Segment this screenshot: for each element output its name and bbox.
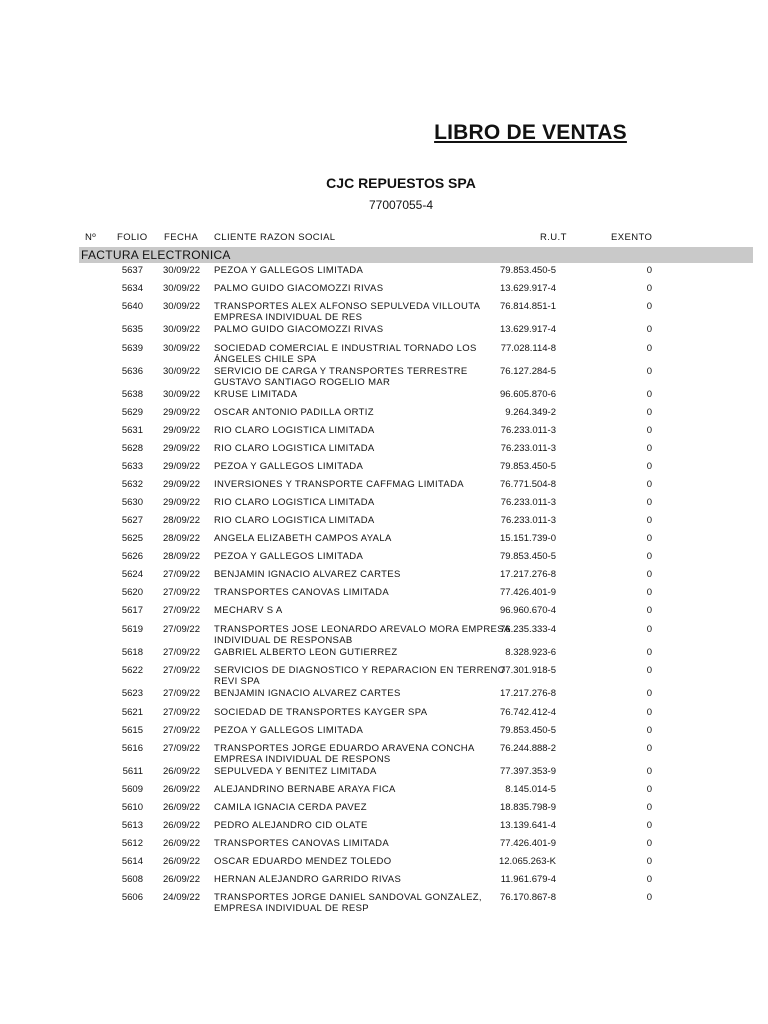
cell-exento: 0 bbox=[646, 265, 652, 276]
cell-cliente: SEPULVEDA Y BENITEZ LIMITADA bbox=[214, 766, 377, 777]
cell-exento: 0 bbox=[646, 587, 652, 598]
cell-rut: 17.217.276-8 bbox=[500, 569, 556, 580]
cell-rut: 8.328.923-6 bbox=[505, 647, 556, 658]
cell-exento: 0 bbox=[646, 688, 652, 699]
cell-folio: 5612 bbox=[121, 838, 143, 849]
cell-folio: 5615 bbox=[121, 725, 143, 736]
cell-rut: 76.233.011-3 bbox=[500, 515, 556, 526]
cell-exento: 0 bbox=[646, 324, 652, 335]
cell-rut: 11.961.679-4 bbox=[500, 874, 556, 885]
cell-rut: 76.233.011-3 bbox=[500, 425, 556, 436]
cell-fecha: 30/09/22 bbox=[163, 389, 200, 400]
cell-cliente: OSCAR ANTONIO PADILLA ORTIZ bbox=[214, 407, 374, 418]
cell-fecha: 29/09/22 bbox=[163, 497, 200, 508]
cell-folio: 5622 bbox=[121, 665, 143, 676]
cell-fecha: 26/09/22 bbox=[163, 820, 200, 831]
cell-folio: 5632 bbox=[121, 479, 143, 490]
col-header-exento: EXENTO bbox=[611, 232, 653, 243]
cell-fecha: 30/09/22 bbox=[163, 366, 200, 377]
cell-exento: 0 bbox=[646, 665, 652, 676]
cell-cliente: BENJAMIN IGNACIO ALVAREZ CARTES bbox=[214, 569, 401, 580]
cell-fecha: 30/09/22 bbox=[163, 265, 200, 276]
cell-fecha: 24/09/22 bbox=[163, 892, 200, 903]
cell-rut: 77.426.401-9 bbox=[500, 587, 556, 598]
cell-exento: 0 bbox=[646, 569, 652, 580]
cell-folio: 5613 bbox=[121, 820, 143, 831]
company-name: CJC REPUESTOS SPA bbox=[326, 175, 476, 191]
cell-cliente: SERVICIO DE CARGA Y TRANSPORTES TERRESTRE GUSTAVO SANTIAGO ROGELIO MAR bbox=[214, 366, 468, 388]
document-title-wrap bbox=[0, 121, 768, 145]
cell-cliente: RIO CLARO LOGISTICA LIMITADA bbox=[214, 425, 375, 436]
cell-folio: 5629 bbox=[121, 407, 143, 418]
cell-exento: 0 bbox=[646, 389, 652, 400]
cell-cliente: SERVICIOS DE DIAGNOSTICO Y REPARACION EN TERRENO REVI SPA bbox=[214, 665, 506, 687]
cell-rut: 15.151.739-0 bbox=[500, 533, 556, 544]
cell-cliente: PEZOA Y GALLEGOS LIMITADA bbox=[214, 265, 364, 276]
cell-folio: 5625 bbox=[121, 533, 143, 544]
cell-cliente: TRANSPORTES ALEX ALFONSO SEPULVEDA VILLOUTA EMPRESA INDIVIDUAL DE RES bbox=[214, 301, 480, 323]
cell-fecha: 28/09/22 bbox=[163, 551, 200, 562]
cell-cliente: PEDRO ALEJANDRO CID OLATE bbox=[214, 820, 368, 831]
cell-fecha: 27/09/22 bbox=[163, 587, 200, 598]
cell-fecha: 27/09/22 bbox=[163, 605, 200, 616]
cell-folio: 5621 bbox=[121, 707, 143, 718]
cell-rut: 77.301.918-5 bbox=[500, 665, 556, 676]
cell-exento: 0 bbox=[646, 479, 652, 490]
cell-exento: 0 bbox=[646, 366, 652, 377]
cell-fecha: 30/09/22 bbox=[163, 343, 200, 354]
cell-cliente: TRANSPORTES JORGE DANIEL SANDOVAL GONZALEZ, EMPRESA INDIVIDUAL DE RESP bbox=[214, 892, 482, 914]
cell-cliente: RIO CLARO LOGISTICA LIMITADA bbox=[214, 497, 375, 508]
cell-folio: 5609 bbox=[121, 784, 143, 795]
cell-exento: 0 bbox=[646, 461, 652, 472]
cell-folio: 5633 bbox=[121, 461, 143, 472]
cell-rut: 13.629.917-4 bbox=[500, 324, 556, 335]
cell-rut: 79.853.450-5 bbox=[500, 725, 556, 736]
cell-folio: 5614 bbox=[121, 856, 143, 867]
cell-folio: 5631 bbox=[121, 425, 143, 436]
cell-folio: 5618 bbox=[121, 647, 143, 658]
cell-fecha: 27/09/22 bbox=[163, 688, 200, 699]
document-title: LIBRO DE VENTAS bbox=[434, 121, 627, 144]
cell-rut: 76.814.851-1 bbox=[500, 301, 556, 312]
cell-exento: 0 bbox=[646, 766, 652, 777]
cell-fecha: 26/09/22 bbox=[163, 874, 200, 885]
cell-cliente: SOCIEDAD COMERCIAL E INDUSTRIAL TORNADO LOS ÁNGELES CHILE SPA bbox=[214, 343, 477, 365]
cell-folio: 5640 bbox=[121, 301, 143, 312]
col-header-cliente: CLIENTE RAZON SOCIAL bbox=[214, 232, 336, 243]
cell-rut: 79.853.450-5 bbox=[500, 265, 556, 276]
cell-cliente: RIO CLARO LOGISTICA LIMITADA bbox=[214, 515, 375, 526]
cell-folio: 5623 bbox=[121, 688, 143, 699]
cell-rut: 96.960.670-4 bbox=[500, 605, 556, 616]
cell-fecha: 27/09/22 bbox=[163, 647, 200, 658]
cell-exento: 0 bbox=[646, 856, 652, 867]
cell-rut: 76.170.867-8 bbox=[500, 892, 556, 903]
cell-rut: 79.853.450-5 bbox=[500, 551, 556, 562]
cell-exento: 0 bbox=[646, 551, 652, 562]
cell-exento: 0 bbox=[646, 533, 652, 544]
cell-exento: 0 bbox=[646, 605, 652, 616]
cell-rut: 76.742.412-4 bbox=[500, 707, 556, 718]
cell-rut: 96.605.870-6 bbox=[500, 389, 556, 400]
cell-cliente: HERNAN ALEJANDRO GARRIDO RIVAS bbox=[214, 874, 402, 885]
cell-rut: 76.127.284-5 bbox=[500, 366, 556, 377]
cell-exento: 0 bbox=[646, 624, 652, 635]
cell-folio: 5635 bbox=[121, 324, 143, 335]
cell-fecha: 27/09/22 bbox=[163, 707, 200, 718]
section-header bbox=[79, 247, 753, 263]
cell-exento: 0 bbox=[646, 874, 652, 885]
cell-cliente: SOCIEDAD DE TRANSPORTES KAYGER SPA bbox=[214, 707, 428, 718]
cell-cliente: TRANSPORTES CANOVAS LIMITADA bbox=[214, 838, 390, 849]
cell-cliente: OSCAR EDUARDO MENDEZ TOLEDO bbox=[214, 856, 392, 867]
cell-folio: 5630 bbox=[121, 497, 143, 508]
cell-fecha: 29/09/22 bbox=[163, 479, 200, 490]
cell-exento: 0 bbox=[646, 838, 652, 849]
cell-exento: 0 bbox=[646, 725, 652, 736]
col-header-folio: FOLIO bbox=[117, 232, 148, 243]
cell-rut: 76.233.011-3 bbox=[500, 497, 556, 508]
cell-fecha: 27/09/22 bbox=[163, 569, 200, 580]
cell-exento: 0 bbox=[646, 647, 652, 658]
cell-folio: 5639 bbox=[121, 343, 143, 354]
cell-folio: 5606 bbox=[121, 892, 143, 903]
cell-rut: 8.145.014-5 bbox=[505, 784, 556, 795]
section-label: FACTURA ELECTRONICA bbox=[81, 248, 231, 262]
cell-exento: 0 bbox=[646, 784, 652, 795]
cell-exento: 0 bbox=[646, 892, 652, 903]
cell-cliente: PEZOA Y GALLEGOS LIMITADA bbox=[214, 551, 364, 562]
cell-rut: 76.235.333-4 bbox=[500, 624, 556, 635]
cell-cliente: KRUSE LIMITADA bbox=[214, 389, 298, 400]
cell-cliente: PEZOA Y GALLEGOS LIMITADA bbox=[214, 725, 364, 736]
cell-exento: 0 bbox=[646, 743, 652, 754]
cell-rut: 18.835.798-9 bbox=[500, 802, 556, 813]
cell-exento: 0 bbox=[646, 283, 652, 294]
cell-cliente: RIO CLARO LOGISTICA LIMITADA bbox=[214, 443, 375, 454]
cell-fecha: 28/09/22 bbox=[163, 515, 200, 526]
cell-rut: 79.853.450-5 bbox=[500, 461, 556, 472]
cell-folio: 5634 bbox=[121, 283, 143, 294]
cell-fecha: 27/09/22 bbox=[163, 665, 200, 676]
cell-cliente: ALEJANDRINO BERNABE ARAYA FICA bbox=[214, 784, 396, 795]
cell-folio: 5638 bbox=[121, 389, 143, 400]
cell-cliente: BENJAMIN IGNACIO ALVAREZ CARTES bbox=[214, 688, 401, 699]
cell-folio: 5637 bbox=[121, 265, 143, 276]
cell-cliente: PEZOA Y GALLEGOS LIMITADA bbox=[214, 461, 364, 472]
cell-folio: 5619 bbox=[121, 624, 143, 635]
cell-fecha: 29/09/22 bbox=[163, 461, 200, 472]
cell-exento: 0 bbox=[646, 515, 652, 526]
cell-fecha: 30/09/22 bbox=[163, 324, 200, 335]
cell-rut: 17.217.276-8 bbox=[500, 688, 556, 699]
cell-exento: 0 bbox=[646, 301, 652, 312]
cell-exento: 0 bbox=[646, 425, 652, 436]
cell-fecha: 27/09/22 bbox=[163, 725, 200, 736]
cell-cliente: MECHARV S A bbox=[214, 605, 283, 616]
cell-cliente: CAMILA IGNACIA CERDA PAVEZ bbox=[214, 802, 367, 813]
company-rut: 77007055-4 bbox=[368, 198, 434, 212]
cell-folio: 5610 bbox=[121, 802, 143, 813]
cell-exento: 0 bbox=[646, 497, 652, 508]
col-header-num: Nº bbox=[85, 232, 97, 243]
cell-exento: 0 bbox=[646, 443, 652, 454]
col-header-rut: R.U.T bbox=[540, 232, 567, 243]
cell-fecha: 29/09/22 bbox=[163, 443, 200, 454]
cell-exento: 0 bbox=[646, 820, 652, 831]
cell-fecha: 26/09/22 bbox=[163, 784, 200, 795]
cell-folio: 5616 bbox=[121, 743, 143, 754]
cell-fecha: 26/09/22 bbox=[163, 766, 200, 777]
cell-fecha: 30/09/22 bbox=[163, 301, 200, 312]
cell-rut: 77.028.114-8 bbox=[500, 343, 556, 354]
cell-cliente: TRANSPORTES JOSE LEONARDO AREVALO MORA EMPRESA INDIVIDUAL DE RESPONSAB bbox=[214, 624, 511, 646]
cell-cliente: GABRIEL ALBERTO LEON GUTIERREZ bbox=[214, 647, 398, 658]
col-header-fecha: FECHA bbox=[164, 232, 199, 243]
cell-exento: 0 bbox=[646, 707, 652, 718]
cell-rut: 77.426.401-9 bbox=[500, 838, 556, 849]
cell-folio: 5627 bbox=[121, 515, 143, 526]
cell-fecha: 28/09/22 bbox=[163, 533, 200, 544]
cell-folio: 5608 bbox=[121, 874, 143, 885]
cell-folio: 5617 bbox=[121, 605, 143, 616]
cell-folio: 5611 bbox=[122, 766, 143, 777]
cell-rut: 77.397.353-9 bbox=[500, 766, 556, 777]
cell-fecha: 29/09/22 bbox=[163, 407, 200, 418]
cell-exento: 0 bbox=[646, 343, 652, 354]
cell-folio: 5628 bbox=[121, 443, 143, 454]
cell-exento: 0 bbox=[646, 802, 652, 813]
cell-fecha: 29/09/22 bbox=[163, 425, 200, 436]
cell-folio: 5620 bbox=[121, 587, 143, 598]
cell-fecha: 26/09/22 bbox=[163, 838, 200, 849]
cell-cliente: PALMO GUIDO GIACOMOZZI RIVAS bbox=[214, 324, 384, 335]
cell-exento: 0 bbox=[646, 407, 652, 418]
cell-folio: 5636 bbox=[121, 366, 143, 377]
cell-cliente: TRANSPORTES CANOVAS LIMITADA bbox=[214, 587, 390, 598]
cell-rut: 13.139.641-4 bbox=[500, 820, 556, 831]
cell-cliente: ANGELA ELIZABETH CAMPOS AYALA bbox=[214, 533, 392, 544]
cell-rut: 13.629.917-4 bbox=[500, 283, 556, 294]
cell-folio: 5624 bbox=[121, 569, 143, 580]
cell-rut: 9.264.349-2 bbox=[505, 407, 556, 418]
cell-fecha: 26/09/22 bbox=[163, 802, 200, 813]
cell-cliente: TRANSPORTES JORGE EDUARDO ARAVENA CONCHA EMPRESA INDIVIDUAL DE RESPONS bbox=[214, 743, 475, 765]
cell-fecha: 27/09/22 bbox=[163, 624, 200, 635]
cell-folio: 5626 bbox=[121, 551, 143, 562]
cell-cliente: PALMO GUIDO GIACOMOZZI RIVAS bbox=[214, 283, 384, 294]
cell-cliente: INVERSIONES Y TRANSPORTE CAFFMAG LIMITADA bbox=[214, 479, 464, 490]
cell-rut: 76.771.504-8 bbox=[500, 479, 556, 490]
cell-rut: 76.233.011-3 bbox=[500, 443, 556, 454]
cell-rut: 12.065.263-K bbox=[498, 856, 556, 867]
cell-fecha: 26/09/22 bbox=[163, 856, 200, 867]
cell-fecha: 30/09/22 bbox=[163, 283, 200, 294]
cell-rut: 76.244.888-2 bbox=[500, 743, 556, 754]
cell-fecha: 27/09/22 bbox=[163, 743, 200, 754]
